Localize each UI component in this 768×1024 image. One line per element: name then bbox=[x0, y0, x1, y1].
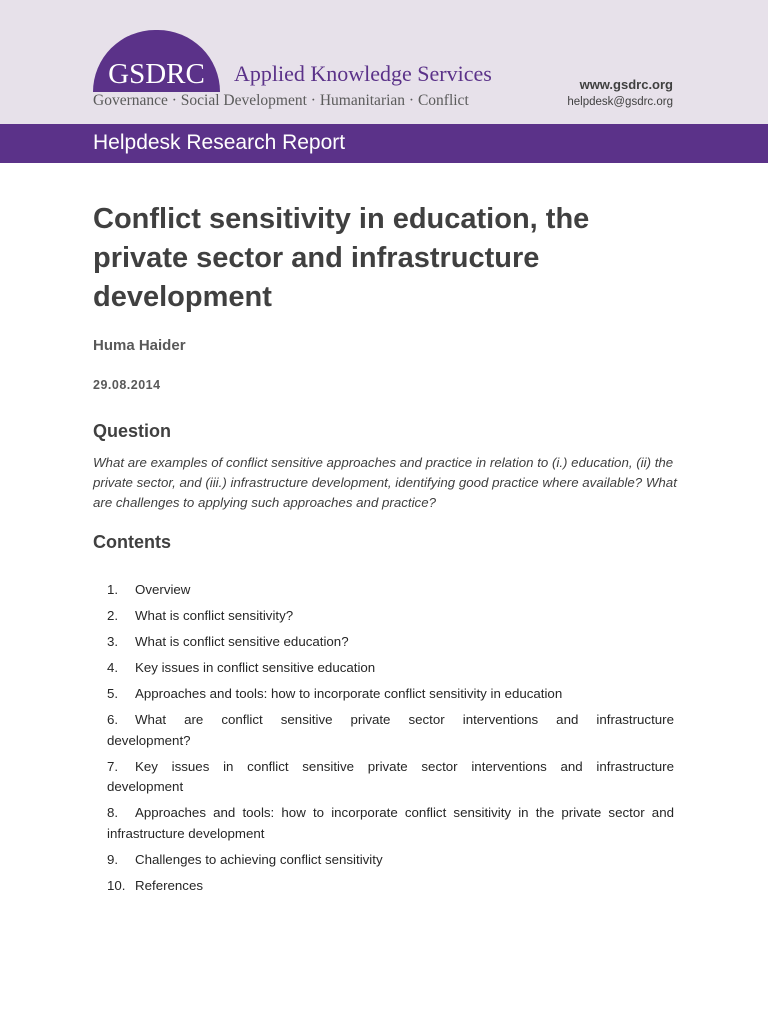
toc-item[interactable] bbox=[107, 684, 674, 705]
toc-number: 4. bbox=[107, 660, 119, 675]
logo-text: GSDRC bbox=[108, 58, 205, 90]
toc-item[interactable] bbox=[107, 606, 674, 627]
toc-label: Approaches and tools: how to incorporate conflict sensitivity in the private sector and infrastructure development bbox=[107, 805, 674, 841]
toc-label: Overview bbox=[135, 582, 191, 597]
toc-label: Approaches and tools: how to incorporate conflict sensitivity in education bbox=[135, 686, 563, 701]
toc-item[interactable] bbox=[107, 632, 674, 653]
toc-item[interactable] bbox=[107, 757, 674, 798]
toc-label: References bbox=[135, 877, 203, 893]
toc-item[interactable] bbox=[107, 710, 674, 751]
toc-number: 3. bbox=[107, 634, 119, 649]
toc-item[interactable] bbox=[107, 658, 674, 679]
org-name: Applied Knowledge Services bbox=[234, 61, 492, 86]
toc-item[interactable] bbox=[107, 876, 674, 897]
question-text: What are examples of conflict sensitive approaches and practice in relation to (i.) education, (ii) the private sector, and (iii.) infrastructure development, identifying good practice where available? What are challenges to applying such approaches and practice? bbox=[93, 455, 677, 510]
document-title: Conflict sensitivity in education, the private sector and infrastructure development bbox=[93, 203, 590, 313]
toc-label: Challenges to achieving conflict sensitivity bbox=[135, 851, 383, 867]
email-link[interactable]: helpdesk@gsdrc.org bbox=[567, 96, 673, 108]
toc-label: Key issues in conflict sensitive private sector interventions and infrastructure development bbox=[107, 758, 674, 794]
date: 29.08.2014 bbox=[93, 378, 161, 392]
toc-number: 6. bbox=[107, 712, 119, 727]
org-tagline: Governance · Social Development · Humanitarian · Conflict bbox=[93, 92, 469, 109]
toc-number: 10. bbox=[107, 877, 126, 893]
toc-number: 8. bbox=[107, 805, 119, 820]
toc-item[interactable] bbox=[107, 580, 674, 601]
toc-number: 1. bbox=[107, 582, 119, 597]
toc-number: 7. bbox=[107, 758, 119, 774]
report-type-label: Helpdesk Research Report bbox=[93, 131, 346, 154]
toc-item[interactable] bbox=[107, 803, 674, 844]
toc-label: What are conflict sensitive private sector interventions and infrastructure development? bbox=[107, 712, 674, 748]
report-type-bar bbox=[0, 124, 768, 163]
website-link[interactable]: www.gsdrc.org bbox=[579, 77, 673, 92]
toc-label: What is conflict sensitivity? bbox=[135, 608, 294, 623]
table-of-contents bbox=[107, 580, 674, 896]
toc-number: 2. bbox=[107, 608, 119, 623]
toc-label: What is conflict sensitive education? bbox=[135, 634, 349, 649]
author: Huma Haider bbox=[93, 337, 186, 354]
toc-number: 9. bbox=[107, 851, 119, 867]
toc-item[interactable] bbox=[107, 850, 674, 871]
contents-heading: Contents bbox=[93, 532, 171, 552]
toc-label: Key issues in conflict sensitive education bbox=[135, 660, 376, 675]
toc-number: 5. bbox=[107, 686, 119, 701]
question-heading: Question bbox=[93, 421, 172, 441]
